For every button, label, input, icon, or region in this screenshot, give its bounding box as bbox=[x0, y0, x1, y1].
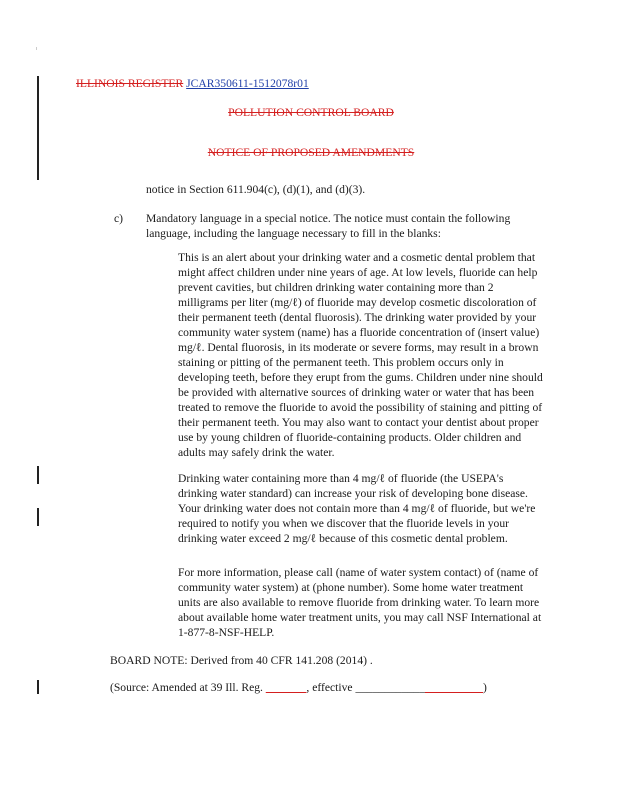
board-title: POLLUTION CONTROL BOARD bbox=[228, 106, 394, 119]
source-middle: , effective bbox=[306, 681, 356, 694]
board-note: BOARD NOTE: Derived from 40 CFR 141.208 (2014) . bbox=[110, 654, 373, 667]
source-line bbox=[110, 680, 487, 695]
source-prefix: (Source: Amended at 39 Ill. Reg. bbox=[110, 681, 266, 694]
margin-speck bbox=[36, 47, 37, 50]
change-bar-quote2-top bbox=[37, 466, 39, 484]
source-blank-date: ____________ bbox=[355, 681, 426, 694]
change-bar-source bbox=[37, 680, 39, 694]
register-header bbox=[76, 76, 309, 91]
change-bar-header bbox=[37, 76, 39, 180]
notice-title: NOTICE OF PROPOSED AMENDMENTS bbox=[207, 146, 415, 159]
source-blank-date-red: __________ bbox=[425, 681, 483, 694]
quote-paragraph-3: For more information, please call (name of water system contact) of (name of community water system) at (phone number). Some home water treatment units are also available to remove fluoride from drinking water. To learn more about available home water treatment units, you may call NSF International at 1-877-8-NSF-HELP. bbox=[178, 566, 542, 639]
source-blank-volume: _______ bbox=[265, 681, 307, 694]
register-deleted: ILLINOIS REGISTER bbox=[76, 77, 184, 90]
register-inserted: JCAR350611-1512078r01 bbox=[186, 77, 309, 90]
para-c-text: Mandatory language in a special notice. The notice must contain the following language, including the language necessary to fill in the blanks: bbox=[146, 212, 511, 240]
source-suffix: ) bbox=[482, 681, 487, 694]
change-bar-quote2-mid bbox=[37, 508, 39, 526]
quote-paragraph-1: This is an alert about your drinking water and a cosmetic dental problem that might affect children under nine years of age. At low levels, fluoride can help prevent cavities, but children drinking water containing more than 2 milligrams per liter (mg/ℓ) of fluoride may develop cosmetic discoloration of their permanent teeth (dental fluorosis). The drinking water provided by your community water system (name) has a fluoride concentration of (insert value) mg/ℓ. Dental fluorosis, in its moderate or severe forms, may result in a brown staining or pitting of the permanent teeth. This problem occurs only in developing teeth, before they erupt from the gums. Children under nine should be provided with alternative sources of drinking water or water that has been treated to remove the fluoride to avoid the possibility of staining and pitting of their permanent teeth. You may also want to contact your dentist about proper use by young children of fluoride-containing products. Older children and adults may safely drink the water. bbox=[178, 251, 543, 459]
para-c-label: c) bbox=[114, 212, 124, 225]
quote-paragraph-2: Drinking water containing more than 4 mg/ℓ of fluoride (the USEPA's drinking water standard) can increase your risk of developing bone disease. Your drinking water does not contain more than 4 mg/ℓ of fluoride, but we're required to notify you when we discover that the fluoride levels in your drinking water exceed 2 mg/ℓ because of this cosmetic dental problem. bbox=[178, 472, 536, 545]
intro-line: notice in Section 611.904(c), (d)(1), and (d)(3). bbox=[146, 183, 366, 196]
